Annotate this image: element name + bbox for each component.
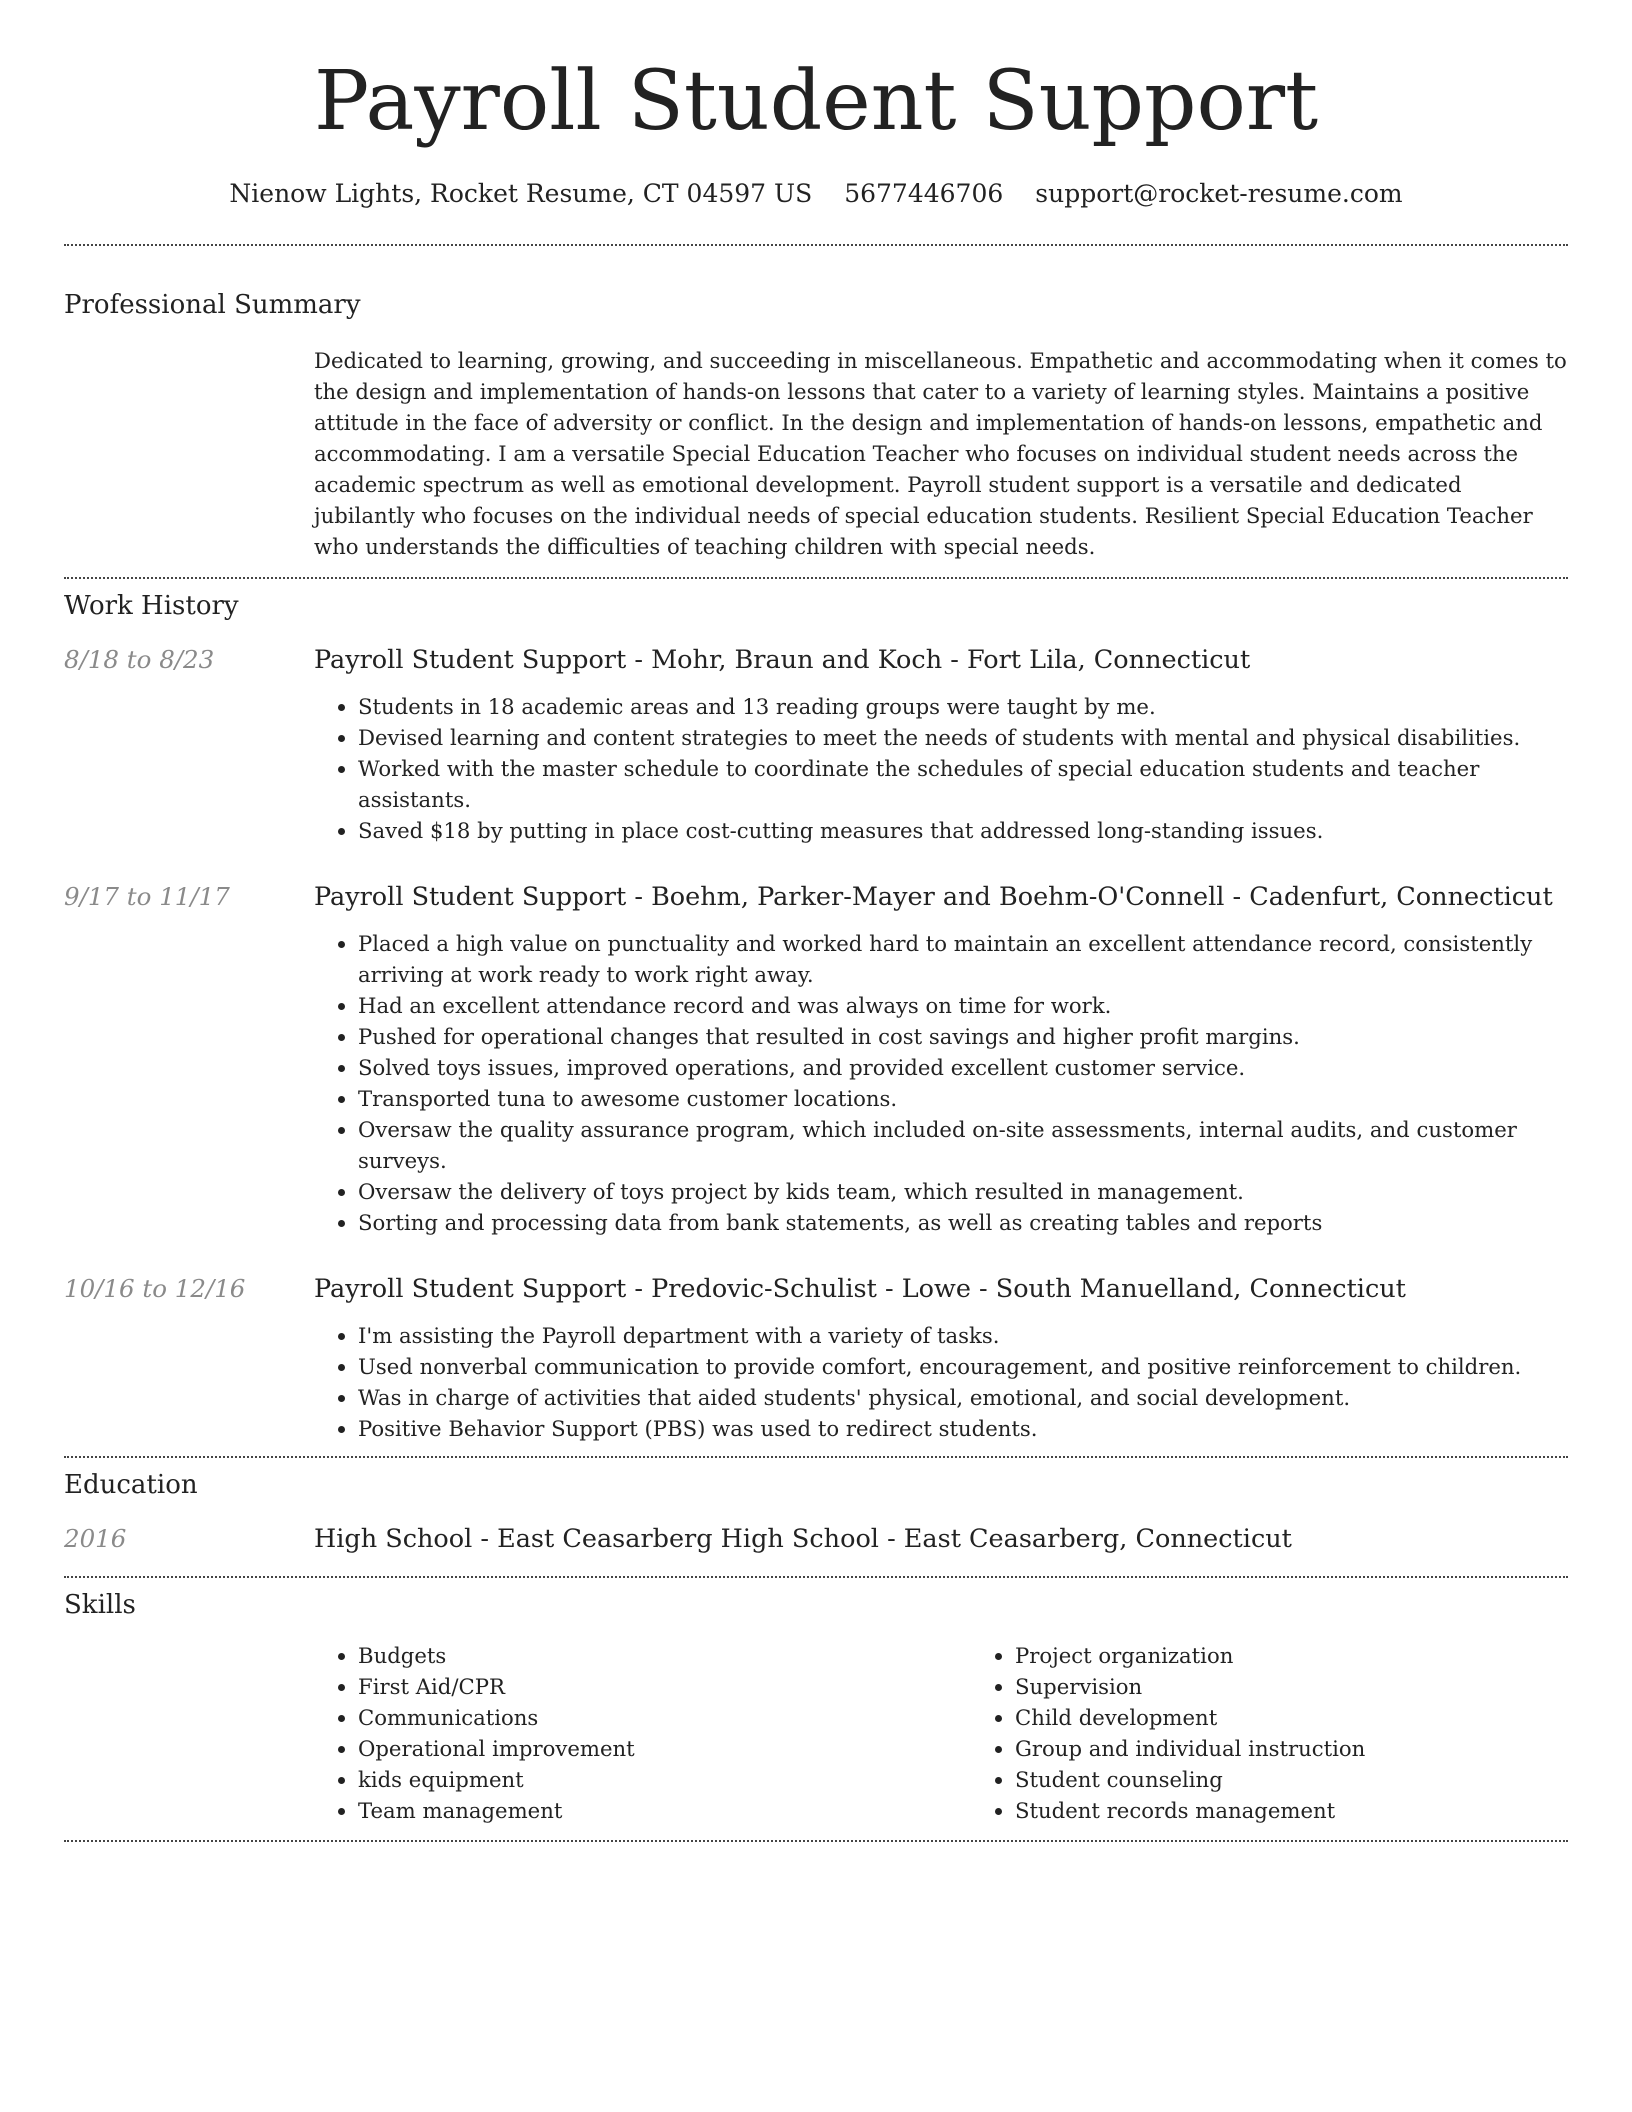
skill-item: • kids equipment [358, 1764, 971, 1795]
job-bullet: • Used nonverbal communication to provide comfort, encouragement, and positive reinforcement to children. [358, 1351, 1568, 1382]
job-bullet: • Pushed for operational changes that resulted in cost savings and higher profit margins. [358, 1021, 1568, 1052]
contact-line [64, 178, 1568, 210]
skill-item: • Student records management [1015, 1795, 1628, 1826]
skill-item: • Communications [358, 1702, 971, 1733]
job-bullet: • I'm assisting the Payroll department with a variety of tasks. [358, 1320, 1568, 1351]
job-body [314, 643, 1568, 846]
section-divider [64, 244, 1568, 246]
resume-name: Payroll Student Support [313, 54, 1319, 149]
skill-item: • Project organization [1015, 1640, 1628, 1671]
education-heading: Education [64, 1470, 198, 1500]
job-bullet: • Students in 18 academic areas and 13 reading groups were taught by me. [358, 691, 1568, 722]
job-body [314, 1272, 1568, 1444]
work-history-heading: Work History [64, 591, 239, 621]
job-entry [64, 643, 1568, 846]
contact-address: Nienow Lights, Rocket Resume, CT 04597 US [229, 179, 813, 208]
job-entry [64, 1272, 1568, 1444]
education-date: 2016 [64, 1524, 127, 1553]
skill-item: • Budgets [358, 1640, 971, 1671]
job-bullets [314, 1320, 1568, 1444]
job-entry [64, 880, 1568, 1238]
education-entry [64, 1522, 1568, 1556]
skill-item: • Team management [358, 1795, 971, 1826]
section-divider [64, 1576, 1568, 1578]
skills-heading: Skills [64, 1590, 136, 1620]
job-bullet: • Solved toys issues, improved operations, and provided excellent customer service. [358, 1052, 1568, 1083]
job-bullet: • Worked with the master schedule to coordinate the schedules of special education students and teacher assistants. [358, 753, 1568, 815]
skill-item: • Operational improvement [358, 1733, 971, 1764]
contact-email[interactable]: support@rocket-resume.com [1035, 179, 1403, 208]
section-divider [64, 1840, 1568, 1842]
job-bullet: • Saved $18 by putting in place cost-cutting measures that addressed long-standing issues. [358, 815, 1568, 846]
summary-heading: Professional Summary [64, 290, 361, 320]
job-bullet: • Sorting and processing data from bank statements, as well as creating tables and reports [358, 1207, 1568, 1238]
skills-column-left [314, 1640, 971, 1826]
skills-column-right [971, 1640, 1628, 1826]
job-bullet: • Was in charge of activities that aided students' physical, emotional, and social development. [358, 1382, 1568, 1413]
skill-item: • First Aid/CPR [358, 1671, 971, 1702]
job-bullet: • Transported tuna to awesome customer locations. [358, 1083, 1568, 1114]
contact-phone: 5677446706 [844, 179, 1004, 208]
skill-item: • Group and individual instruction [1015, 1733, 1628, 1764]
job-bullet: • Positive Behavior Support (PBS) was used to redirect students. [358, 1413, 1568, 1444]
job-bullet: • Had an excellent attendance record and was always on time for work. [358, 990, 1568, 1021]
job-bullet: • Oversaw the quality assurance program, which included on-site assessments, internal audits, and customer surveys. [358, 1114, 1568, 1176]
education-body [314, 1522, 1568, 1556]
section-divider [64, 1456, 1568, 1458]
job-date: 8/18 to 8/23 [64, 645, 215, 674]
job-bullet: • Oversaw the delivery of toys project by kids team, which resulted in management. [358, 1176, 1568, 1207]
job-date: 10/16 to 12/16 [64, 1274, 246, 1303]
skill-item: • Supervision [1015, 1671, 1628, 1702]
job-bullets [314, 691, 1568, 846]
job-title: Payroll Student Support - Mohr, Braun and Koch - Fort Lila, Connecticut [314, 645, 1251, 675]
job-title: Payroll Student Support - Predovic-Schulist - Lowe - South Manuelland, Connecticut [314, 1274, 1406, 1304]
job-title: Payroll Student Support - Boehm, Parker-Mayer and Boehm-O'Connell - Cadenfurt, Connecticut [314, 882, 1553, 912]
job-body [314, 880, 1568, 1238]
education-title: High School - East Ceasarberg High School - East Ceasarberg, Connecticut [314, 1524, 1292, 1554]
skill-item: • Student counseling [1015, 1764, 1628, 1795]
job-bullets [314, 928, 1568, 1238]
job-bullet: • Devised learning and content strategies to meet the needs of students with mental and physical disabilities. [358, 722, 1568, 753]
skill-item: • Child development [1015, 1702, 1628, 1733]
job-bullet: • Placed a high value on punctuality and worked hard to maintain an excellent attendance record, consistently arriving at work ready to work right away. [358, 928, 1568, 990]
job-date: 9/17 to 11/17 [64, 882, 230, 911]
skills-list [314, 1640, 1568, 1826]
section-divider [64, 577, 1568, 579]
summary-text: Dedicated to learning, growing, and succeeding in miscellaneous. Empathetic and accommodating when it comes to the design and implementation of hands-on lessons that cater to a variety of learning styles. Maintains a positive attitude in the face of adversity or conflict. In the design and implementation of hands-on lessons, empathetic and accommodating. I am a versatile Special Education Teacher who focuses on individual student needs across the academic spectrum as well as emotional development. Payroll student support is a versatile and dedicated jubilantly who focuses on the individual needs of special education students. Resilient Special Education Teacher who understands the difficulties of teaching children with special needs. [314, 348, 1567, 559]
